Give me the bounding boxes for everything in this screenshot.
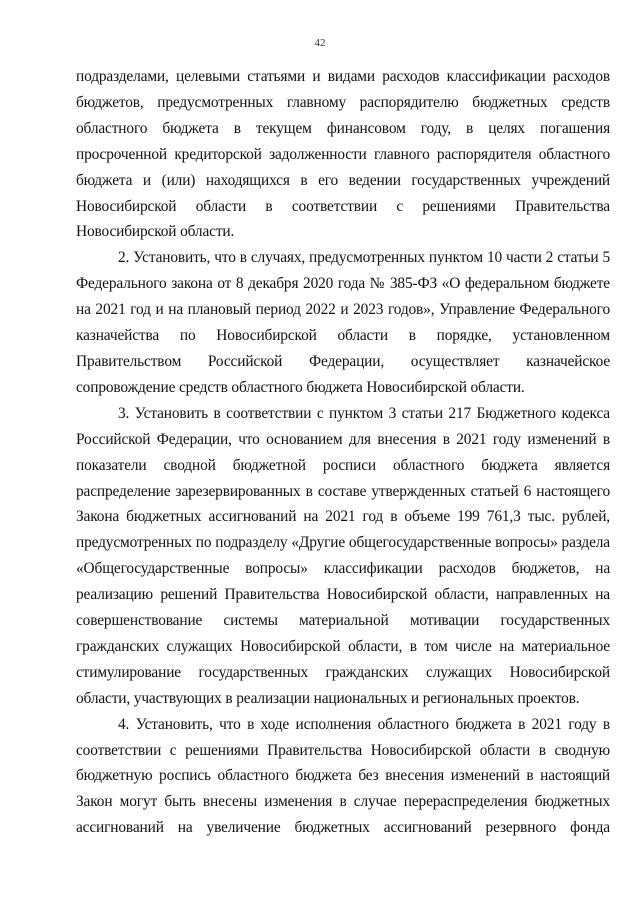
page-number: 42 xyxy=(314,37,326,49)
paragraph-3: 3. Установить в соответствии с пунктом 3 статьи 217 Бюджетного кодекса Российской Федерации, что основанием для внесения в 2021 году изменений в показатели сводной бюджетной росписи областного бюджета является распределение зарезервированных в составе утвержденных статьей 6 настоящего Закона бюджетных ассигнований на 2021 год в объеме 199 761,3 тыс. рублей, предусмотренных по подразделу «Другие общегосударственные вопросы» раздела «Общегосударственные вопросы» классификации расходов бюджетов, на реализацию решений Правительства Новосибирской области, направленных на совершенствование системы материальной мотивации государственных гражданских служащих Новосибирской области, в том числе на материальное стимулирование государственных гражданских служащих Новосибирской области, участвующих в реализации национальных и региональных проектов. xyxy=(76,404,610,707)
document-body xyxy=(76,64,610,841)
paragraph-4: 4. Установить, что в ходе исполнения областного бюджета в 2021 году в соответствии с решениями Правительства Новосибирской области в сводную бюджетную роспись областного бюджета без внесения изменений в настоящий Закон могут быть внесены изменения в случае перераспределения бюджетных ассигнований на увеличение бюджетных ассигнований резервного фонда xyxy=(76,715,610,837)
paragraph-continued: подразделами, целевыми статьями и видами расходов классификации расходов бюджетов, предусмотренных главному распорядителю бюджетных средств областного бюджета в текущем финансовом году, в целях погашения просроченной кредиторской задолженности главного распорядителя областного бюджета и (или) находящихся в его ведении государственных учреждений Новосибирской области в соответствии с решениями Правительства Новосибирской области. xyxy=(76,68,610,241)
paragraph-2: 2. Установить, что в случаях, предусмотренных пунктом 10 части 2 статьи 5 Федерального закона от 8 декабря 2020 года № 385-ФЗ «О федеральном бюджете на 2021 год и на плановый период 2022 и 2023 годов», Управление Федерального казначейства по Новосибирской области в порядке, установленном Правительством Российской Федерации, осуществляет казначейское сопровождение средств областного бюджета Новосибирской области. xyxy=(76,249,610,396)
